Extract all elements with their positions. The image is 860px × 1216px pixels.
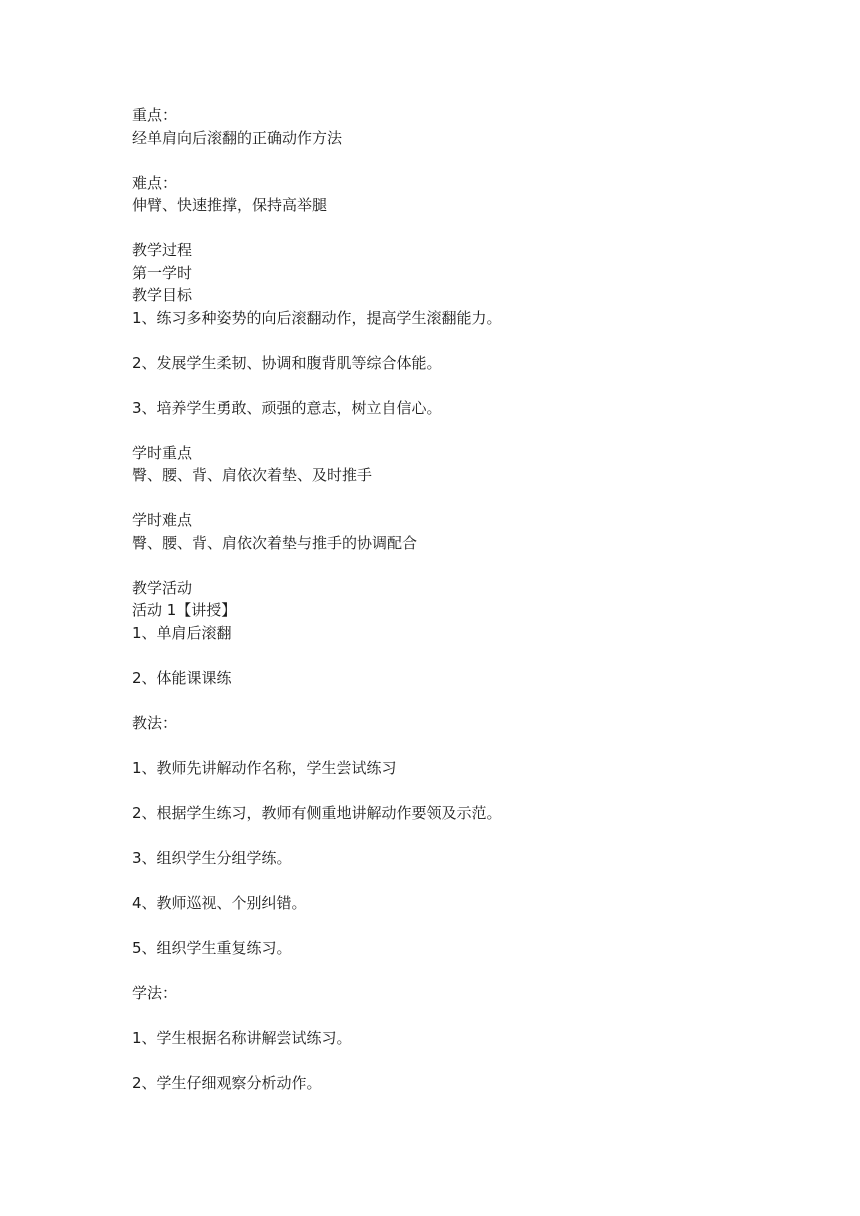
blank-line <box>132 217 772 240</box>
activity-item-1: 1、单肩后滚翻 <box>132 623 232 642</box>
period-key-points-text: 臀、腰、背、肩依次着垫、及时推手 <box>132 466 373 484</box>
blank-line <box>132 554 772 577</box>
blank-line <box>132 1049 772 1072</box>
blank-line <box>132 779 772 802</box>
blank-line <box>132 149 772 172</box>
goal-item-3: 3、培养学生勇敢、顽强的意志，树立自信心。 <box>132 398 442 417</box>
blank-line <box>132 329 772 352</box>
period-difficulty-text: 臀、腰、背、肩依次着垫与推手的协调配合 <box>132 533 418 552</box>
goal-item-1: 1、练习多种姿势的向后滚翻动作，提高学生滚翻能力。 <box>132 308 502 327</box>
key-points-text: 经单肩向后滚翻的正确动作方法 <box>132 128 343 147</box>
blank-line <box>132 644 772 667</box>
blank-line <box>132 487 772 510</box>
blank-line <box>132 959 772 982</box>
heading-period-key-points: 学时重点 <box>132 443 193 462</box>
heading-difficulty: 难点： <box>132 173 178 192</box>
blank-line <box>132 1004 772 1027</box>
blank-line <box>132 869 772 892</box>
heading-teaching-activities: 教学活动 <box>132 578 193 597</box>
blank-line <box>132 374 772 397</box>
activity-item-2: 2、体能课课练 <box>132 668 232 687</box>
activity-1-title: 活动 1【讲授】 <box>132 601 237 619</box>
learning-method-item-2: 2、学生仔细观察分析动作。 <box>132 1073 322 1092</box>
heading-teaching-process: 教学过程 <box>132 241 193 259</box>
document-page <box>132 104 772 1094</box>
learning-method-item-1: 1、学生根据名称讲解尝试练习。 <box>132 1028 352 1047</box>
blank-line <box>132 914 772 937</box>
blank-line <box>132 689 772 712</box>
heading-teaching-goals: 教学目标 <box>132 286 193 304</box>
goal-item-2: 2、发展学生柔韧、协调和腹背肌等综合体能。 <box>132 353 442 372</box>
teaching-method-item-4: 4、教师巡视、个别纠错。 <box>132 893 307 912</box>
teaching-method-item-5: 5、组织学生重复练习。 <box>132 938 292 957</box>
teaching-method-item-1: 1、教师先讲解动作名称，学生尝试练习 <box>132 758 397 777</box>
teaching-method-item-3: 3、组织学生分组学练。 <box>132 848 292 867</box>
heading-first-period: 第一学时 <box>132 263 193 282</box>
heading-key-points: 重点： <box>132 106 178 124</box>
blank-line <box>132 734 772 757</box>
difficulty-text: 伸臂、快速推撑，保持高举腿 <box>132 196 328 214</box>
heading-period-difficulty: 学时难点 <box>132 511 193 529</box>
teaching-method-item-2: 2、根据学生练习，教师有侧重地讲解动作要领及示范。 <box>132 803 502 822</box>
blank-line <box>132 419 772 442</box>
heading-teaching-method: 教法： <box>132 713 178 732</box>
blank-line <box>132 824 772 847</box>
heading-learning-method: 学法： <box>132 983 178 1002</box>
